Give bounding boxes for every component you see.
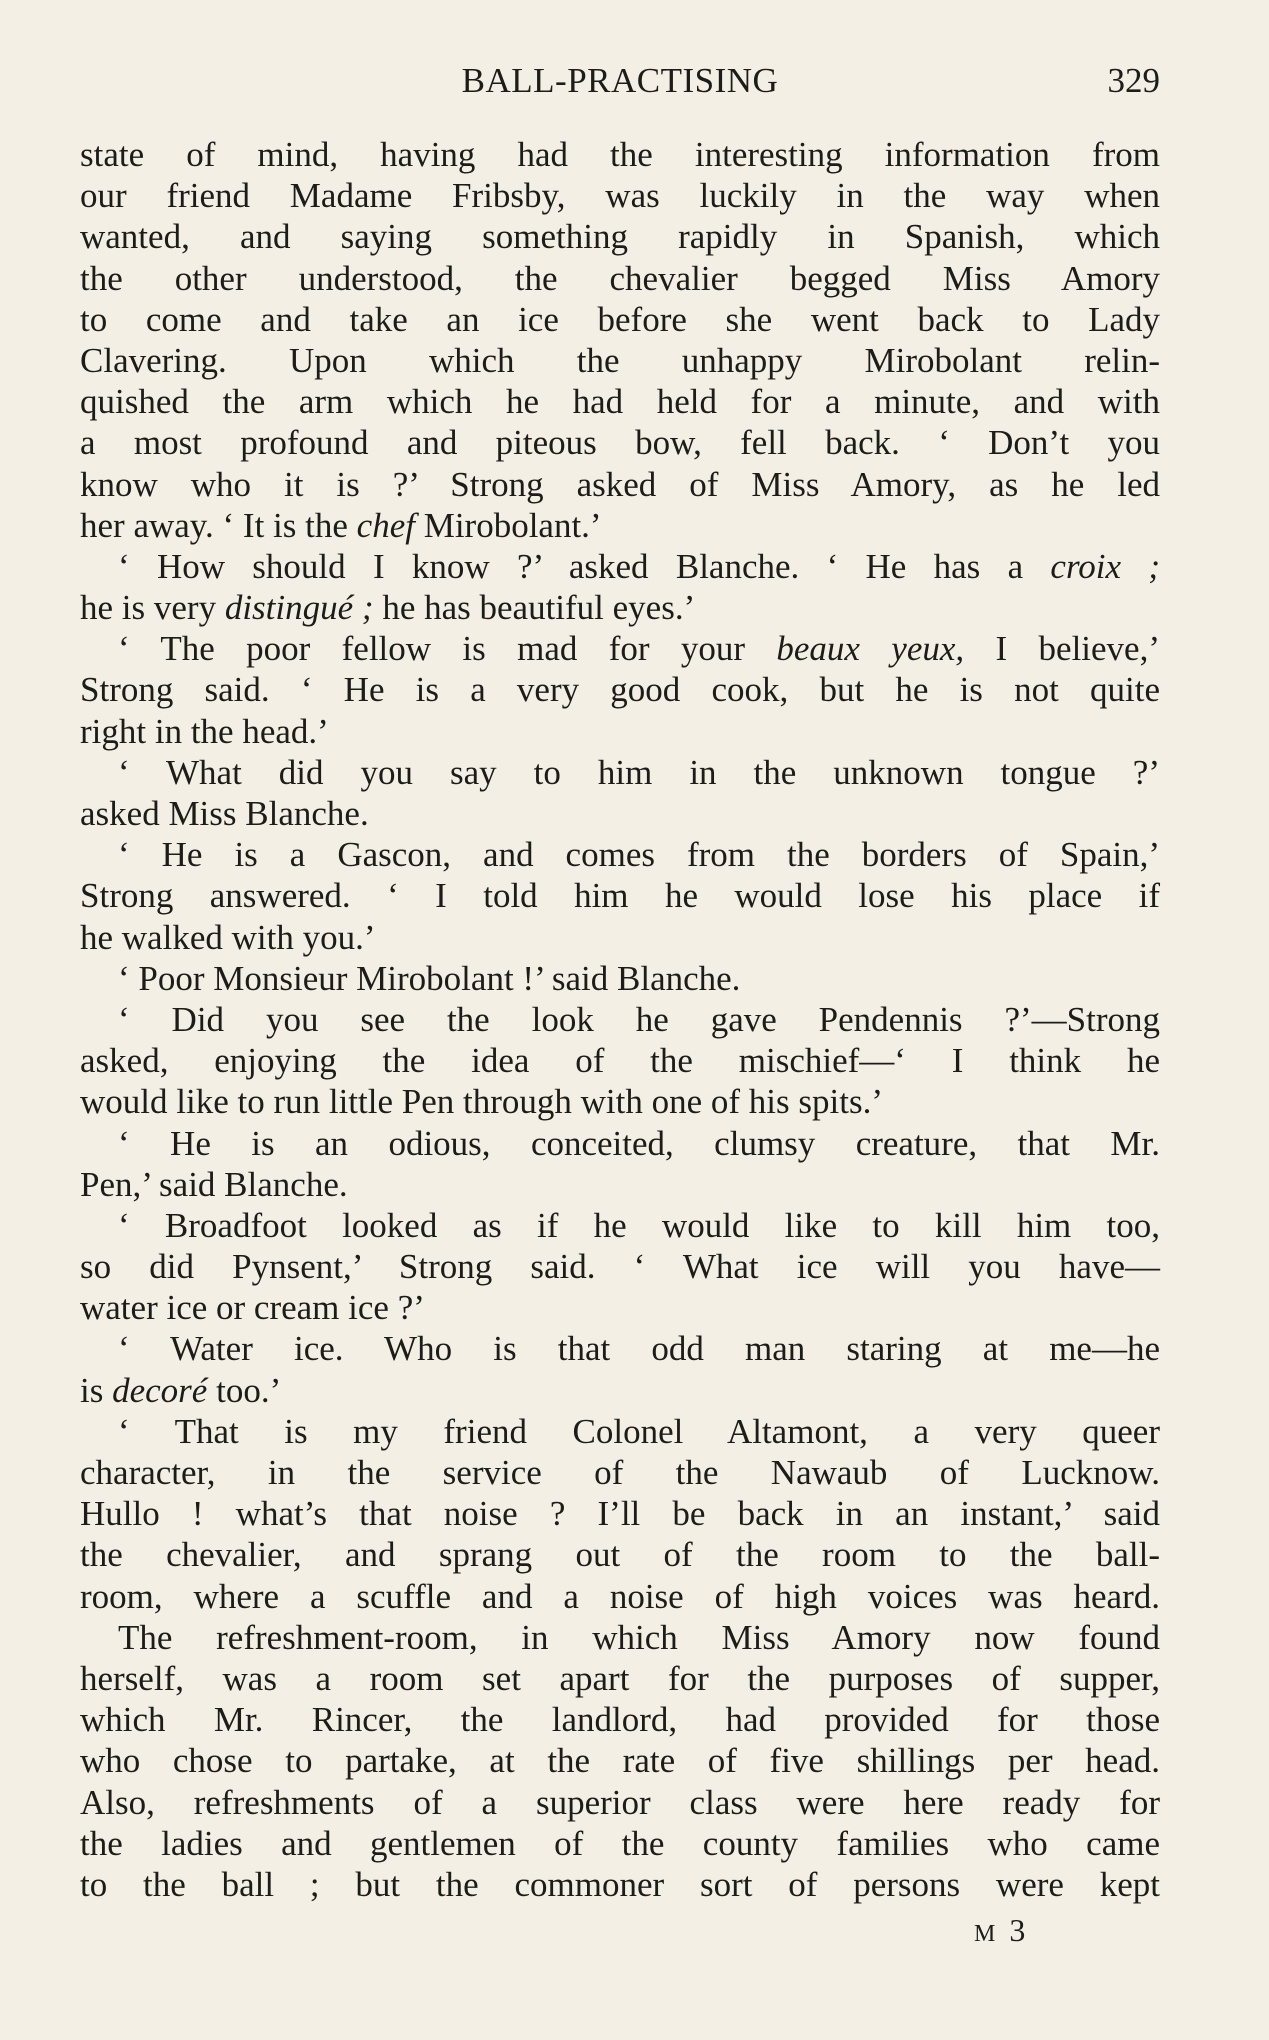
text-line: the ladies and gentlemen of the county families who came [80, 1823, 1160, 1863]
text-line: to the ball ; but the commoner sort of persons were kept [80, 1864, 1160, 1904]
text-line: the other understood, the chevalier begged Miss Amory [80, 258, 1160, 298]
text-line: Also, refreshments of a superior class were here ready for [80, 1782, 1160, 1822]
text-line: Hullo ! what’s that noise ? I’ll be back in an instant,’ said [80, 1494, 1160, 1534]
text-line: a most profound and piteous bow, fell back. ‘ Don’t you [80, 423, 1160, 463]
text-run: ‘ How should I know ?’ asked Blanche. ‘ He has a [118, 546, 1051, 586]
text-line: ‘ Did you see the look he gave Pendennis ?’—Strong [118, 999, 1160, 1039]
text-line [80, 546, 1160, 587]
body-text [80, 134, 1160, 1905]
text-line: state of mind, having had the interesting information from [80, 135, 1160, 174]
text-line: ‘ That is my friend Colonel Altamont, a very queer [118, 1411, 1160, 1451]
text-line: wanted, and saying something rapidly in Spanish, which [80, 217, 1160, 257]
signature-mark [974, 1908, 1028, 1956]
text-line: ‘ He is an odious, conceited, clumsy creature, that Mr. [118, 1123, 1160, 1163]
running-head [80, 56, 1160, 106]
text-line: right in the head.’ [80, 711, 329, 751]
text-line: water ice or cream ice ?’ [80, 1288, 425, 1328]
text-line: Clavering. Upon which the unhappy Mirobolant relin- [80, 340, 1160, 380]
text-run: her away. ‘ It is the [80, 505, 357, 545]
text-line: to come and take an ice before she went back to Lady [80, 299, 1160, 339]
text-line [80, 1370, 1160, 1411]
text-run: is [80, 1370, 113, 1410]
text-run: too.’ [207, 1370, 282, 1410]
text-line: ‘ Broadfoot looked as if he would like to kill him too, [118, 1205, 1160, 1245]
text-line: know who it is ?’ Strong asked of Miss Amory, as he led [80, 464, 1160, 504]
running-title: BALL-PRACTISING [461, 61, 779, 100]
text-line: who chose to partake, at the rate of five shillings per head. [80, 1741, 1160, 1781]
italic-run: distingué ; [224, 588, 374, 628]
text-line: room, where a scuffle and a noise of high voices was heard. [80, 1576, 1160, 1616]
text-line: he walked with you.’ [80, 917, 376, 957]
text-run: I believe,’ [964, 629, 1160, 669]
text-line: ‘ What did you say to him in the unknown tongue ?’ [118, 752, 1160, 792]
text-line [80, 587, 1160, 628]
text-line: herself, was a room set apart for the purposes of supper, [80, 1658, 1160, 1698]
text-line: Pen,’ said Blanche. [80, 1164, 348, 1204]
italic-run: beaux yeux, [776, 629, 965, 669]
text-line: would like to run little Pen through with one of his spits.’ [80, 1082, 884, 1122]
text-run: Mirobolant.’ [414, 505, 602, 545]
text-line [80, 505, 1160, 546]
signature-letter: M [974, 1921, 999, 1947]
text-line: our friend Madame Fribsby, was luckily in the way when [80, 176, 1160, 216]
text-line: which Mr. Rincer, the landlord, had provided for those [80, 1700, 1160, 1740]
text-line: quished the arm which he had held for a minute, and with [80, 382, 1160, 422]
italic-run: croix ; [1050, 546, 1160, 586]
text-line: so did Pynsent,’ Strong said. ‘ What ice will you have— [80, 1247, 1160, 1287]
text-line: asked Miss Blanche. [80, 794, 369, 833]
text-line: ‘ He is a Gascon, and comes from the borders of Spain,’ [118, 835, 1160, 875]
text-line: ‘ Water ice. Who is that odd man staring at me—he [118, 1329, 1160, 1369]
text-run: he has beautiful eyes.’ [373, 588, 696, 628]
italic-run: chef [356, 505, 415, 545]
text-line [80, 628, 1160, 669]
text-run: ‘ The poor fellow is mad for your [118, 629, 777, 669]
text-line: The refreshment-room, in which Miss Amory now found [118, 1617, 1160, 1657]
text-line: character, in the service of the Nawaub of Lucknow. [80, 1453, 1160, 1492]
text-line: ‘ Poor Monsieur Mirobolant !’ said Blanche. [118, 958, 741, 998]
text-line: the chevalier, and sprang out of the room to the ball- [80, 1535, 1160, 1575]
text-line: Strong answered. ‘ I told him he would lose his place if [80, 876, 1160, 916]
italic-run: decoré [112, 1370, 208, 1410]
text-line: Strong said. ‘ He is a very good cook, but he is not quite [80, 670, 1160, 710]
signature-number: 3 [1009, 1912, 1029, 1948]
page-number: 329 [1107, 61, 1160, 100]
text-line: asked, enjoying the idea of the mischief—‘ I think he [80, 1041, 1160, 1081]
text-run: he is very [80, 588, 225, 628]
